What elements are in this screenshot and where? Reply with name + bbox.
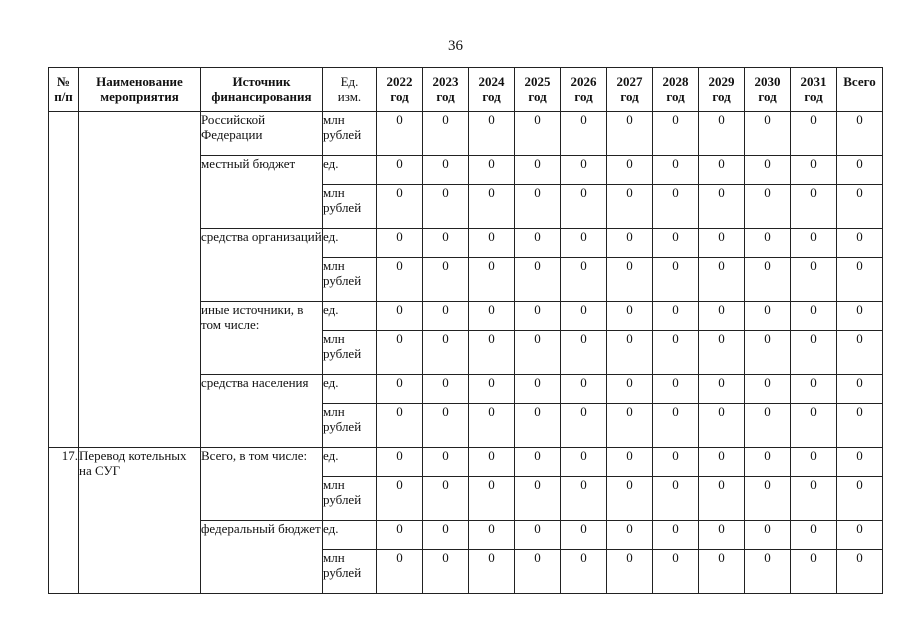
- year-value: 0: [745, 302, 791, 331]
- year-value: 0: [607, 112, 653, 156]
- total-value: 0: [837, 302, 883, 331]
- financing-source: Российской Федерации: [201, 112, 323, 156]
- year-value: 0: [515, 112, 561, 156]
- year-value: 0: [745, 404, 791, 448]
- unit-cell: млн рублей: [323, 404, 377, 448]
- year-value: 0: [653, 229, 699, 258]
- total-value: 0: [837, 229, 883, 258]
- unit-cell: ед.: [323, 448, 377, 477]
- year-value: 0: [377, 229, 423, 258]
- year-value: 0: [745, 229, 791, 258]
- header-total: Всего: [837, 68, 883, 112]
- year-value: 0: [561, 185, 607, 229]
- year-value: 0: [699, 375, 745, 404]
- year-value: 0: [607, 550, 653, 594]
- year-value: 0: [469, 185, 515, 229]
- year-value: 0: [699, 302, 745, 331]
- unit-cell: ед.: [323, 302, 377, 331]
- total-value: 0: [837, 550, 883, 594]
- year-value: 0: [423, 521, 469, 550]
- year-value: 0: [745, 375, 791, 404]
- year-value: 0: [515, 521, 561, 550]
- financing-source: Всего, в том числе:: [201, 448, 323, 521]
- total-value: 0: [837, 448, 883, 477]
- year-value: 0: [469, 302, 515, 331]
- year-value: 0: [377, 331, 423, 375]
- year-value: 0: [469, 550, 515, 594]
- year-value: 0: [515, 258, 561, 302]
- year-value: 0: [423, 331, 469, 375]
- year-value: 0: [423, 477, 469, 521]
- year-value: 0: [791, 404, 837, 448]
- year-value: 0: [653, 258, 699, 302]
- year-value: 0: [469, 229, 515, 258]
- financing-source: средства организаций: [201, 229, 323, 302]
- header-year: 2030 год: [745, 68, 791, 112]
- year-value: 0: [561, 302, 607, 331]
- year-value: 0: [561, 375, 607, 404]
- header-source: Источник финансирования: [201, 68, 323, 112]
- year-value: 0: [699, 229, 745, 258]
- year-value: 0: [377, 302, 423, 331]
- year-value: 0: [653, 112, 699, 156]
- year-value: 0: [561, 404, 607, 448]
- total-value: 0: [837, 331, 883, 375]
- year-value: 0: [469, 375, 515, 404]
- year-value: 0: [653, 156, 699, 185]
- year-value: 0: [423, 112, 469, 156]
- year-value: 0: [377, 258, 423, 302]
- year-value: 0: [561, 331, 607, 375]
- year-value: 0: [653, 302, 699, 331]
- year-value: 0: [377, 521, 423, 550]
- year-value: 0: [423, 302, 469, 331]
- year-value: 0: [607, 258, 653, 302]
- year-value: 0: [515, 477, 561, 521]
- year-value: 0: [377, 156, 423, 185]
- year-value: 0: [699, 331, 745, 375]
- year-value: 0: [791, 477, 837, 521]
- header-row: [49, 68, 883, 112]
- year-value: 0: [653, 448, 699, 477]
- year-value: 0: [561, 521, 607, 550]
- unit-cell: ед.: [323, 521, 377, 550]
- year-value: 0: [423, 404, 469, 448]
- total-value: 0: [837, 112, 883, 156]
- year-value: 0: [423, 156, 469, 185]
- unit-cell: млн рублей: [323, 477, 377, 521]
- year-value: 0: [515, 185, 561, 229]
- table-row: [49, 448, 883, 477]
- year-value: 0: [745, 331, 791, 375]
- year-value: 0: [561, 112, 607, 156]
- header-year: 2026 год: [561, 68, 607, 112]
- year-value: 0: [699, 185, 745, 229]
- year-value: 0: [653, 550, 699, 594]
- year-value: 0: [561, 258, 607, 302]
- year-value: 0: [515, 448, 561, 477]
- year-value: 0: [791, 229, 837, 258]
- year-value: 0: [699, 550, 745, 594]
- year-value: 0: [607, 185, 653, 229]
- year-value: 0: [791, 521, 837, 550]
- year-value: 0: [745, 112, 791, 156]
- financing-table: [48, 67, 883, 594]
- financing-source: федеральный бюджет: [201, 521, 323, 594]
- year-value: 0: [377, 185, 423, 229]
- year-value: 0: [561, 156, 607, 185]
- year-value: 0: [377, 404, 423, 448]
- year-value: 0: [377, 550, 423, 594]
- year-value: 0: [515, 404, 561, 448]
- year-value: 0: [653, 331, 699, 375]
- year-value: 0: [515, 302, 561, 331]
- header-name: Наименование мероприятия: [79, 68, 201, 112]
- year-value: 0: [791, 375, 837, 404]
- unit-cell: млн рублей: [323, 258, 377, 302]
- total-value: 0: [837, 185, 883, 229]
- year-value: 0: [791, 112, 837, 156]
- header-year: 2023 год: [423, 68, 469, 112]
- year-value: 0: [561, 550, 607, 594]
- header-year: 2024 год: [469, 68, 515, 112]
- year-value: 0: [515, 331, 561, 375]
- year-value: 0: [561, 448, 607, 477]
- total-value: 0: [837, 375, 883, 404]
- total-value: 0: [837, 258, 883, 302]
- year-value: 0: [791, 550, 837, 594]
- year-value: 0: [607, 331, 653, 375]
- year-value: 0: [745, 550, 791, 594]
- total-value: 0: [837, 477, 883, 521]
- year-value: 0: [515, 550, 561, 594]
- year-value: 0: [469, 477, 515, 521]
- year-value: 0: [699, 156, 745, 185]
- year-value: 0: [377, 448, 423, 477]
- year-value: 0: [607, 521, 653, 550]
- measure-name: Перевод котельных на СУГ: [79, 448, 201, 594]
- unit-cell: млн рублей: [323, 185, 377, 229]
- year-value: 0: [377, 477, 423, 521]
- year-value: 0: [423, 375, 469, 404]
- year-value: 0: [699, 112, 745, 156]
- row-number: [49, 112, 79, 448]
- year-value: 0: [745, 156, 791, 185]
- header-year: 2031 год: [791, 68, 837, 112]
- year-value: 0: [515, 229, 561, 258]
- year-value: 0: [791, 156, 837, 185]
- year-value: 0: [469, 258, 515, 302]
- year-value: 0: [607, 375, 653, 404]
- financing-source: иные источники, в том числе:: [201, 302, 323, 375]
- year-value: 0: [607, 477, 653, 521]
- header-year: 2022 год: [377, 68, 423, 112]
- unit-cell: ед.: [323, 229, 377, 258]
- header-year: 2028 год: [653, 68, 699, 112]
- year-value: 0: [469, 331, 515, 375]
- year-value: 0: [515, 156, 561, 185]
- year-value: 0: [699, 477, 745, 521]
- table-row: [49, 112, 883, 156]
- row-number: 17.: [49, 448, 79, 594]
- year-value: 0: [745, 185, 791, 229]
- year-value: 0: [377, 375, 423, 404]
- year-value: 0: [653, 375, 699, 404]
- year-value: 0: [423, 258, 469, 302]
- year-value: 0: [423, 550, 469, 594]
- year-value: 0: [469, 112, 515, 156]
- total-value: 0: [837, 156, 883, 185]
- year-value: 0: [607, 404, 653, 448]
- measure-name: [79, 112, 201, 448]
- year-value: 0: [515, 375, 561, 404]
- header-year: 2025 год: [515, 68, 561, 112]
- year-value: 0: [607, 302, 653, 331]
- year-value: 0: [791, 258, 837, 302]
- header-num: № п/п: [49, 68, 79, 112]
- year-value: 0: [607, 229, 653, 258]
- year-value: 0: [791, 185, 837, 229]
- year-value: 0: [607, 448, 653, 477]
- unit-cell: млн рублей: [323, 112, 377, 156]
- year-value: 0: [653, 477, 699, 521]
- total-value: 0: [837, 521, 883, 550]
- unit-cell: ед.: [323, 375, 377, 404]
- year-value: 0: [791, 302, 837, 331]
- unit-cell: ед.: [323, 156, 377, 185]
- year-value: 0: [469, 156, 515, 185]
- total-value: 0: [837, 404, 883, 448]
- page-number: 36: [448, 38, 463, 54]
- year-value: 0: [561, 229, 607, 258]
- year-value: 0: [699, 404, 745, 448]
- financing-source: местный бюджет: [201, 156, 323, 229]
- header-year: 2027 год: [607, 68, 653, 112]
- year-value: 0: [745, 258, 791, 302]
- year-value: 0: [607, 156, 653, 185]
- year-value: 0: [469, 404, 515, 448]
- unit-cell: млн рублей: [323, 550, 377, 594]
- year-value: 0: [469, 521, 515, 550]
- year-value: 0: [653, 521, 699, 550]
- header-year: 2029 год: [699, 68, 745, 112]
- year-value: 0: [653, 404, 699, 448]
- year-value: 0: [745, 448, 791, 477]
- year-value: 0: [561, 477, 607, 521]
- year-value: 0: [469, 448, 515, 477]
- year-value: 0: [699, 448, 745, 477]
- year-value: 0: [423, 229, 469, 258]
- header-unit: Ед. изм.: [323, 68, 377, 112]
- year-value: 0: [699, 258, 745, 302]
- year-value: 0: [791, 331, 837, 375]
- year-value: 0: [745, 521, 791, 550]
- year-value: 0: [745, 477, 791, 521]
- year-value: 0: [791, 448, 837, 477]
- year-value: 0: [423, 448, 469, 477]
- year-value: 0: [699, 521, 745, 550]
- year-value: 0: [653, 185, 699, 229]
- year-value: 0: [377, 112, 423, 156]
- financing-source: средства населения: [201, 375, 323, 448]
- unit-cell: млн рублей: [323, 331, 377, 375]
- year-value: 0: [423, 185, 469, 229]
